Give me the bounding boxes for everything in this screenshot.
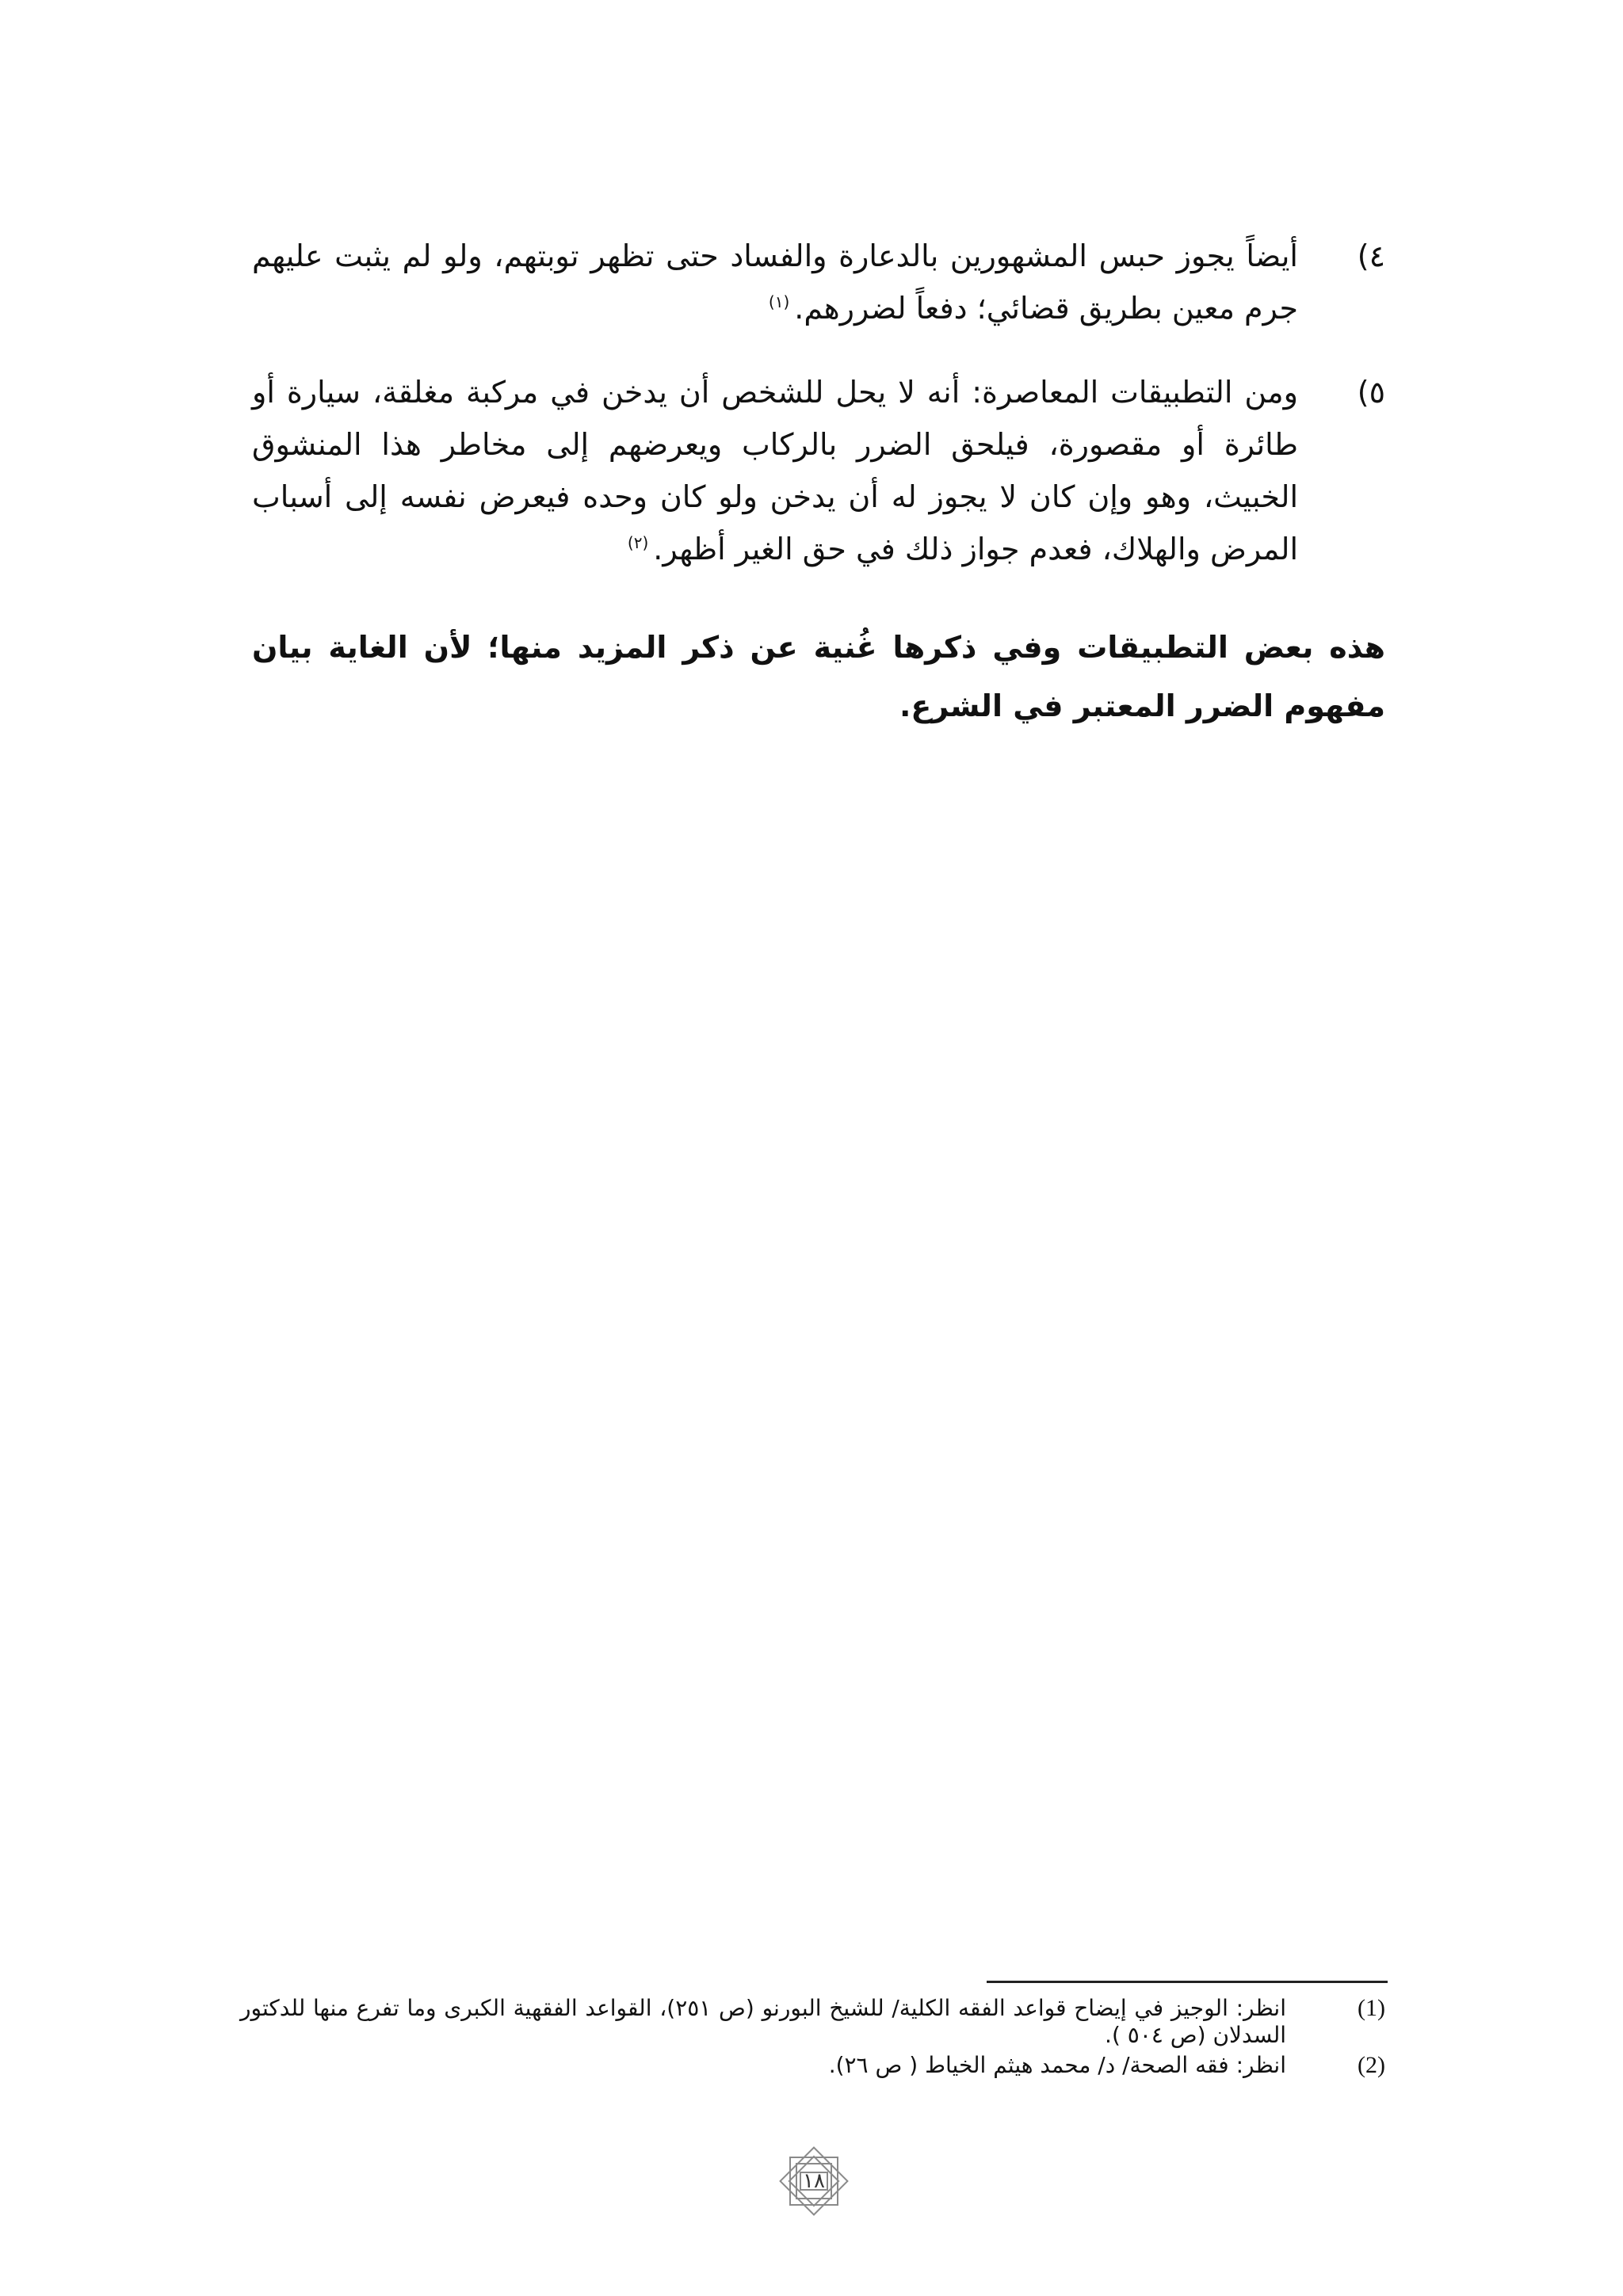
list-item-text <box>252 366 1298 575</box>
list-item-body: أيضاً يجوز حبس المشهورين بالدعارة والفساد حتى تظهر توبتهم، ولو لم يثبت عليهم جرم معين بطريق قضائي؛ دفعاً لضررهم. <box>252 238 1298 326</box>
footnote-number: (1) <box>1358 1995 1385 2021</box>
list-item-number: ٥) <box>1357 375 1385 410</box>
footnote-ref-2[interactable]: (٢) <box>627 533 649 553</box>
list-item-number: ٤) <box>1357 238 1385 273</box>
footnote-ref-1[interactable]: (١) <box>768 292 790 312</box>
page-number: ١٨ <box>803 2169 825 2193</box>
footnote-2 <box>240 2052 1385 2079</box>
footnote-separator <box>987 1981 1388 1983</box>
list-item-text <box>252 230 1298 334</box>
footnotes <box>240 1995 1385 2082</box>
footnote-1 <box>240 1995 1385 2049</box>
footnote-text: انظر: فقه الصحة/ د/ محمد هيثم الخياط ( ص ٢٦). <box>828 2052 1286 2078</box>
list-item-4 <box>252 230 1385 334</box>
concluding-paragraph: هذه بعض التطبيقات وفي ذكرها غُنية عن ذكر المزيد منها؛ لأن الغاية بيان مفهوم الضرر المعتبر في الشرع. <box>252 630 1385 723</box>
list-item-body: ومن التطبيقات المعاصرة: أنه لا يحل للشخص أن يدخن في مركبة مغلقة، سيارة أو طائرة أو مقصورة، فيلحق الضرر بالركاب ويعرضهم إلى مخاطر هذا المنشوق الخبيث، وهو وإن كان لا يجوز له أن يدخن ولو كان وحده فيعرض نفسه إلى أسباب المرض والهلاك، فعدم جواز ذلك في حق الغير أظهر. <box>252 375 1298 566</box>
page-number-badge <box>772 2139 856 2223</box>
list-item-5 <box>252 366 1385 575</box>
footnote-number: (2) <box>1358 2052 1385 2078</box>
footnote-text: انظر: الوجيز في إيضاح قواعد الفقه الكلية/ للشيخ البورنو (ص ٢٥١)، القواعد الفقهية الكبرى وما تفرع منها للدكتور السدلان (ص ٥٠٤ ). <box>240 1995 1287 2048</box>
